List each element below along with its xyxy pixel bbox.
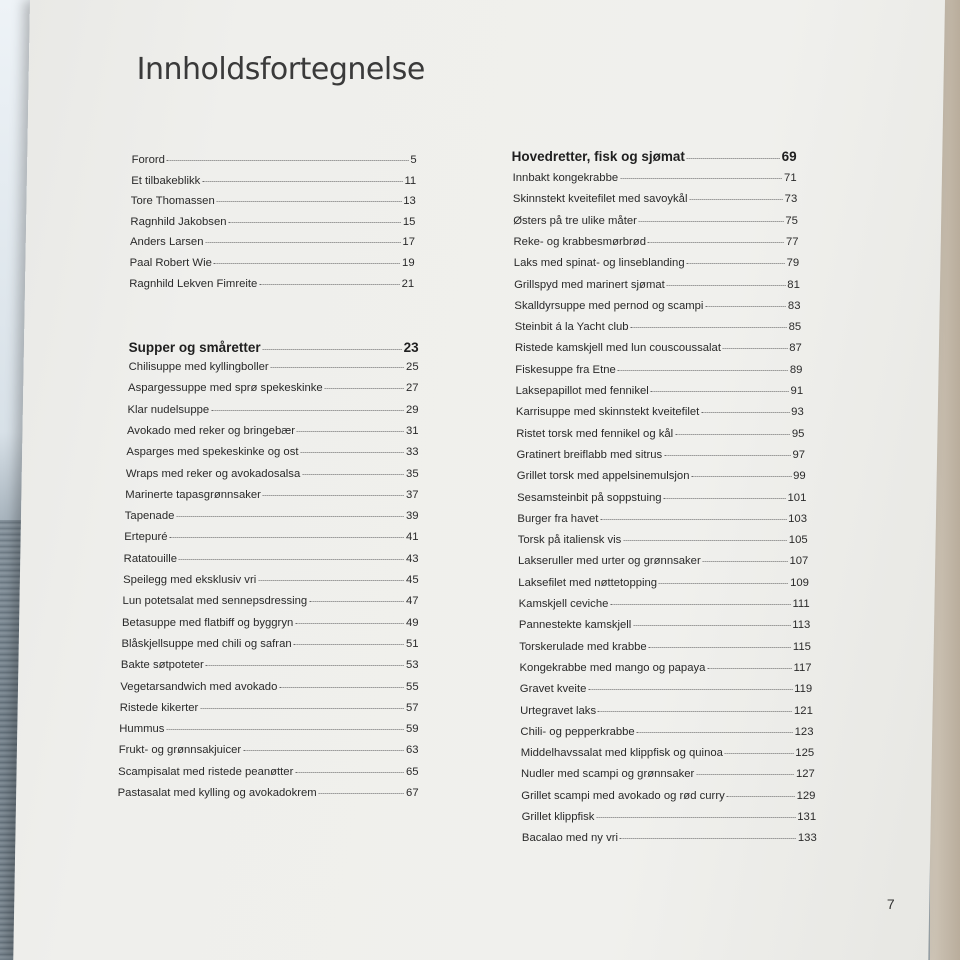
toc-leader-dots xyxy=(703,561,788,562)
toc-entry xyxy=(120,702,419,718)
toc-entry-title: Grillet klippfisk xyxy=(521,811,595,823)
page-title: Innholdsfortegnelse xyxy=(136,52,425,87)
toc-entry xyxy=(132,154,417,170)
toc-leader-dots xyxy=(631,327,787,328)
toc-entry-title: Laksepapillot med fennikel xyxy=(515,385,649,397)
toc-entry-page: 77 xyxy=(785,235,799,248)
toc-leader-dots xyxy=(610,604,790,605)
toc-entry xyxy=(129,361,419,377)
toc-leader-dots xyxy=(202,181,402,182)
toc-leader-dots xyxy=(639,221,783,222)
toc-leader-dots xyxy=(633,625,790,626)
toc-entry-title: Paal Robert Wie xyxy=(129,257,212,269)
toc-leader-dots xyxy=(659,583,788,584)
toc-entry-title: Torskerulade med krabbe xyxy=(519,640,647,653)
toc-entry xyxy=(516,406,804,422)
toc-entry xyxy=(131,175,416,191)
toc-entry-page: 59 xyxy=(406,723,419,736)
toc-entry xyxy=(513,193,797,209)
toc-entry-page: 79 xyxy=(786,257,800,270)
toc-section-heading xyxy=(512,149,797,165)
toc-entry xyxy=(120,681,418,697)
toc-entry-title: Skinnstekt kveitefilet med savoykål xyxy=(512,193,688,206)
toc-entry xyxy=(129,278,414,294)
toc-entry xyxy=(123,574,419,590)
toc-entry-title: Et tilbakeblikk xyxy=(131,174,201,187)
toc-entry xyxy=(121,659,419,675)
toc-entry xyxy=(126,468,419,484)
toc-leader-dots xyxy=(243,750,404,751)
toc-entry-page: 15 xyxy=(402,215,416,228)
toc-entry-title: Chilisuppe med kyllingboller xyxy=(128,361,269,373)
toc-entry xyxy=(514,300,800,316)
toc-entry-page: 41 xyxy=(406,531,419,544)
toc-leader-dots xyxy=(205,242,400,243)
toc-leader-dots xyxy=(271,367,404,368)
toc-entry-page: 11 xyxy=(404,174,417,187)
toc-entry xyxy=(131,195,416,211)
toc-entry-page: 71 xyxy=(784,172,797,184)
toc-entry-title: Betasuppe med flatbiff og byggryn xyxy=(122,616,294,629)
toc-leader-dots xyxy=(675,434,790,435)
toc-entry-page: 83 xyxy=(787,299,801,312)
toc-entry xyxy=(522,811,817,827)
toc-leader-dots xyxy=(651,391,789,392)
toc-leader-dots xyxy=(620,838,796,839)
toc-leader-dots xyxy=(325,388,404,389)
toc-entry xyxy=(519,641,811,657)
toc-entry xyxy=(515,342,802,358)
toc-entry-title: Bacalao med ny vri xyxy=(521,832,618,845)
toc-entry xyxy=(124,553,419,569)
toc-leader-dots xyxy=(623,540,786,541)
toc-leader-dots xyxy=(200,708,404,709)
toc-entry-page: 121 xyxy=(794,704,813,717)
toc-leader-dots xyxy=(691,476,791,477)
toc-entry-page: 109 xyxy=(790,576,809,589)
toc-entry xyxy=(514,279,800,295)
toc-leader-dots xyxy=(696,774,794,775)
toc-entry xyxy=(520,683,812,699)
toc-section-heading xyxy=(129,340,419,356)
toc-entry-page: 115 xyxy=(792,640,811,653)
toc-entry-page: 13 xyxy=(403,195,416,208)
toc-leader-dots xyxy=(214,263,400,264)
toc-entry-title: Grillet torsk med appelsinemulsjon xyxy=(516,470,690,483)
toc-entry-page: 99 xyxy=(793,470,806,483)
toc-leader-dots xyxy=(263,349,402,350)
toc-leader-dots xyxy=(648,242,784,243)
toc-leader-dots xyxy=(600,519,786,520)
toc-leader-dots xyxy=(649,647,791,648)
toc-entry-title: Torsk på italiensk vis xyxy=(517,534,622,547)
toc-entry-title: Speilegg med eksklusiv vri xyxy=(123,574,257,586)
toc-entry-page: 125 xyxy=(795,747,815,760)
toc-leader-dots xyxy=(211,410,404,411)
toc-entry-title: Nudler med scampi og grønnsaker xyxy=(521,768,695,781)
toc-entry-title: Chili- og pepperkrabbe xyxy=(520,725,635,738)
toc-entry-page: 93 xyxy=(791,406,804,419)
toc-leader-dots xyxy=(229,222,401,223)
toc-entry-page: 81 xyxy=(787,278,800,291)
toc-entry-page: 69 xyxy=(781,149,797,164)
toc-entry-title: Ragnhild Lekven Fimreite xyxy=(129,277,258,290)
toc-leader-dots xyxy=(300,452,404,453)
toc-leader-dots xyxy=(705,306,786,307)
toc-entry-page: 73 xyxy=(784,193,798,206)
toc-entry-title: Blåskjellsuppe med chili og safran xyxy=(121,637,292,650)
toc-entry-page: 95 xyxy=(791,427,805,440)
toc-leader-dots xyxy=(598,711,792,712)
toc-leader-dots xyxy=(596,817,795,818)
toc-entry-page: 5 xyxy=(410,154,417,166)
toc-leader-dots xyxy=(263,495,404,496)
toc-entry-title: Tore Thomassen xyxy=(130,195,215,208)
toc-entry-title: Forord xyxy=(131,154,165,166)
toc-leader-dots xyxy=(258,580,404,581)
toc-entry xyxy=(518,534,808,550)
toc-entry-title: Laksefilet med nøttetopping xyxy=(518,576,658,589)
toc-entry-page: 63 xyxy=(406,744,419,757)
toc-entry-page: 57 xyxy=(406,701,419,714)
toc-entry xyxy=(517,513,807,529)
toc-entry-page: 133 xyxy=(797,832,817,845)
toc-leader-dots xyxy=(637,732,793,733)
toc-entry xyxy=(130,257,415,273)
toc-entry-title: Vegetarsandwich med avokado xyxy=(120,680,278,693)
toc-entry xyxy=(121,638,418,654)
toc-leader-dots xyxy=(725,753,793,754)
toc-entry-page: 103 xyxy=(788,512,808,525)
toc-entry xyxy=(519,598,810,614)
toc-leader-dots xyxy=(295,772,404,773)
toc-leader-dots xyxy=(620,178,782,179)
toc-entry-title: Lakseruller med urter og grønnsaker xyxy=(518,555,701,568)
toc-entry-page: 67 xyxy=(406,787,419,799)
toc-entry-title: Grillspyd med marinert sjømat xyxy=(514,278,665,291)
toc-entry-page: 21 xyxy=(401,277,415,290)
toc-leader-dots xyxy=(166,729,404,730)
toc-entry xyxy=(126,446,418,462)
toc-entry-page: 51 xyxy=(406,637,419,650)
toc-entry-page: 101 xyxy=(787,491,807,504)
toc-leader-dots xyxy=(701,412,789,413)
toc-entry-page: 43 xyxy=(406,552,419,565)
toc-entry-page: 117 xyxy=(793,661,812,674)
toc-entry-title: Sesamsteinbit på soppstuing xyxy=(517,491,662,504)
toc-entry-title: Gratinert breiflabb med sitrus xyxy=(516,448,663,461)
toc-entry xyxy=(118,766,418,782)
toc-entry xyxy=(515,364,802,380)
toc-entry-page: 37 xyxy=(406,488,419,501)
toc-entry-title: Anders Larsen xyxy=(130,236,204,249)
toc-entry-title: Asparges med spekeskinke og ost xyxy=(126,446,299,459)
toc-leader-dots xyxy=(259,284,399,285)
toc-entry-page: 97 xyxy=(792,448,806,461)
toc-entry-title: Ertepuré xyxy=(124,531,168,544)
toc-leader-dots xyxy=(687,158,780,159)
book-page xyxy=(13,0,945,960)
toc-leader-dots xyxy=(618,370,788,371)
toc-entry xyxy=(520,662,812,678)
toc-entry-title: Middelhavssalat med klippfisk og quinoa xyxy=(520,747,723,760)
toc-entry xyxy=(517,449,806,465)
toc-entry-page: 25 xyxy=(406,361,419,373)
toc-leader-dots xyxy=(279,687,404,688)
toc-leader-dots xyxy=(664,455,790,456)
toc-entry xyxy=(520,726,813,742)
toc-entry-page: 91 xyxy=(790,385,804,397)
toc-entry-title: Fiskesuppe fra Etne xyxy=(515,363,616,376)
toc-entry-title: Klar nudelsuppe xyxy=(127,403,210,416)
toc-leader-dots xyxy=(295,623,404,624)
toc-entry-title: Grillet scampi med avokado og rød curry xyxy=(521,789,725,802)
toc-entry-title: Laks med spinat- og linseblanding xyxy=(513,257,685,270)
toc-entry xyxy=(125,510,419,526)
toc-entry-title: Kongekrabbe med mango og papaya xyxy=(519,661,706,674)
toc-entry-page: 129 xyxy=(796,789,816,802)
toc-entry-title: Urtegravet laks xyxy=(520,704,597,717)
toc-entry-page: 111 xyxy=(792,598,810,610)
toc-entry-title: Hummus xyxy=(119,723,165,736)
toc-entry-page: 23 xyxy=(403,340,419,355)
toc-entry xyxy=(125,489,418,505)
toc-entry xyxy=(515,321,801,337)
toc-entry-title: Østers på tre ulike måter xyxy=(513,214,637,227)
toc-entry-page: 75 xyxy=(785,214,798,227)
toc-entry-page: 127 xyxy=(795,768,815,781)
toc-entry xyxy=(128,382,419,398)
toc-entry-page: 105 xyxy=(788,534,808,547)
toc-entry xyxy=(518,555,808,571)
toc-entry-title: Avokado med reker og bringebær xyxy=(126,424,296,437)
toc-entry-page: 49 xyxy=(406,616,419,629)
toc-entry-title: Karrisuppe med skinnstekt kveitefilet xyxy=(515,406,700,419)
toc-entry-title: Gravet kveite xyxy=(519,683,587,696)
toc-entry xyxy=(130,236,415,252)
toc-entry-title: Kamskjell ceviche xyxy=(518,598,609,610)
toc-entry-title: Reke- og krabbesmørbrød xyxy=(513,235,646,248)
toc-entry-title: Burger fra havet xyxy=(517,512,599,525)
toc-entry xyxy=(521,768,815,784)
toc-leader-dots xyxy=(294,644,404,645)
toc-entry-page: 89 xyxy=(789,363,803,376)
toc-leader-dots xyxy=(707,668,791,669)
toc-entry-page: 87 xyxy=(789,342,802,355)
toc-leader-dots xyxy=(170,537,404,538)
toc-entry-title: Innbakt kongekrabbe xyxy=(512,172,619,184)
toc-entry-title: Ristet torsk med fennikel og kål xyxy=(516,427,674,440)
toc-leader-dots xyxy=(727,796,795,797)
toc-entry-page: 131 xyxy=(797,811,817,823)
toc-entry-page: 113 xyxy=(792,619,811,632)
toc-leader-dots xyxy=(723,348,787,349)
toc-entry xyxy=(516,385,804,401)
toc-entry-title: Ratatouille xyxy=(123,552,178,565)
toc-leader-dots xyxy=(309,601,404,602)
toc-leader-dots xyxy=(687,263,785,264)
toc-entry xyxy=(119,723,418,739)
toc-entry-title: Tapenade xyxy=(124,510,175,523)
toc-entry-title: Wraps med reker og avokadosalsa xyxy=(125,467,301,480)
toc-leader-dots xyxy=(319,793,404,794)
toc-entry-title: Ristede kamskjell med lun couscoussalat xyxy=(515,342,721,355)
toc-entry-page: 29 xyxy=(406,403,419,416)
toc-entry-title: Pastasalat med kylling og avokadokrem xyxy=(117,787,317,799)
toc-entry-title: Ragnhild Jakobsen xyxy=(130,215,227,228)
toc-entry xyxy=(124,531,418,547)
toc-leader-dots xyxy=(302,474,404,475)
toc-entry-title: Frukt- og grønnsakjuicer xyxy=(118,744,242,757)
toc-entry-title: Ristede kikerter xyxy=(119,701,199,714)
toc-leader-dots xyxy=(217,201,401,202)
toc-entry xyxy=(519,619,810,635)
page-number: 7 xyxy=(886,896,895,912)
toc-leader-dots xyxy=(167,160,408,161)
toc-entry xyxy=(518,577,809,593)
toc-entry-page: 107 xyxy=(789,555,809,568)
toc-entry-page: 45 xyxy=(406,574,419,586)
toc-leader-dots xyxy=(176,516,404,517)
toc-entry xyxy=(516,428,804,444)
toc-entry xyxy=(130,216,415,232)
toc-leader-dots xyxy=(667,285,786,286)
toc-entry-title: Pannestekte kamskjell xyxy=(518,619,632,632)
toc-entry-page: 65 xyxy=(406,765,419,778)
toc-entry xyxy=(119,744,419,760)
toc-entry xyxy=(123,595,419,611)
toc-entry-page: 47 xyxy=(406,595,419,608)
toc-leader-dots xyxy=(689,199,782,200)
toc-entry-page: 31 xyxy=(406,424,419,437)
toc-entry-page: 39 xyxy=(406,510,419,523)
toc-entry-page: 53 xyxy=(406,659,419,672)
toc-leader-dots xyxy=(297,431,404,432)
toc-entry xyxy=(521,790,815,806)
toc-entry-title: Steinbit á la Yacht club xyxy=(514,321,629,334)
toc-entry-page: 55 xyxy=(406,680,419,693)
toc-entry xyxy=(118,787,419,803)
toc-leader-dots xyxy=(588,689,792,690)
toc-entry-title: Bakte søtpoteter xyxy=(120,659,204,672)
toc-entry xyxy=(128,404,419,420)
toc-entry xyxy=(127,425,419,441)
toc-entry xyxy=(517,492,806,508)
toc-entry-page: 17 xyxy=(402,236,416,249)
toc-entry-page: 35 xyxy=(406,467,419,480)
toc-entry xyxy=(513,172,797,188)
toc-entry-title: Scampisalat med ristede peanøtter xyxy=(118,765,294,778)
toc-leader-dots xyxy=(179,559,404,560)
toc-entry-page: 123 xyxy=(794,725,814,738)
toc-entry-title: Marinerte tapasgrønnsaker xyxy=(125,488,261,501)
toc-entry xyxy=(122,617,419,633)
toc-entry xyxy=(514,257,799,273)
toc-entry-page: 119 xyxy=(794,683,813,696)
toc-entry xyxy=(517,470,806,486)
toc-leader-dots xyxy=(206,665,404,666)
toc-entry xyxy=(520,705,813,721)
toc-entry-title: Aspargessuppe med sprø spekeskinke xyxy=(128,382,323,395)
toc-entry-title: Supper og småretter xyxy=(128,340,261,355)
toc-entry xyxy=(513,215,798,231)
toc-entry-title: Lun potetsalat med sennepsdressing xyxy=(122,595,308,608)
toc-entry-title: Hovedretter, fisk og sjømat xyxy=(511,149,685,164)
toc-entry-page: 33 xyxy=(406,446,419,459)
toc-entry xyxy=(521,747,814,763)
toc-entry xyxy=(514,236,799,252)
toc-leader-dots xyxy=(664,498,786,499)
toc-entry xyxy=(522,832,817,848)
toc-entry-title: Skalldyrsuppe med pernod og scampi xyxy=(514,299,704,312)
toc-entry-page: 27 xyxy=(406,382,419,395)
toc-entry-page: 19 xyxy=(402,257,415,269)
toc-entry-page: 85 xyxy=(788,321,802,334)
